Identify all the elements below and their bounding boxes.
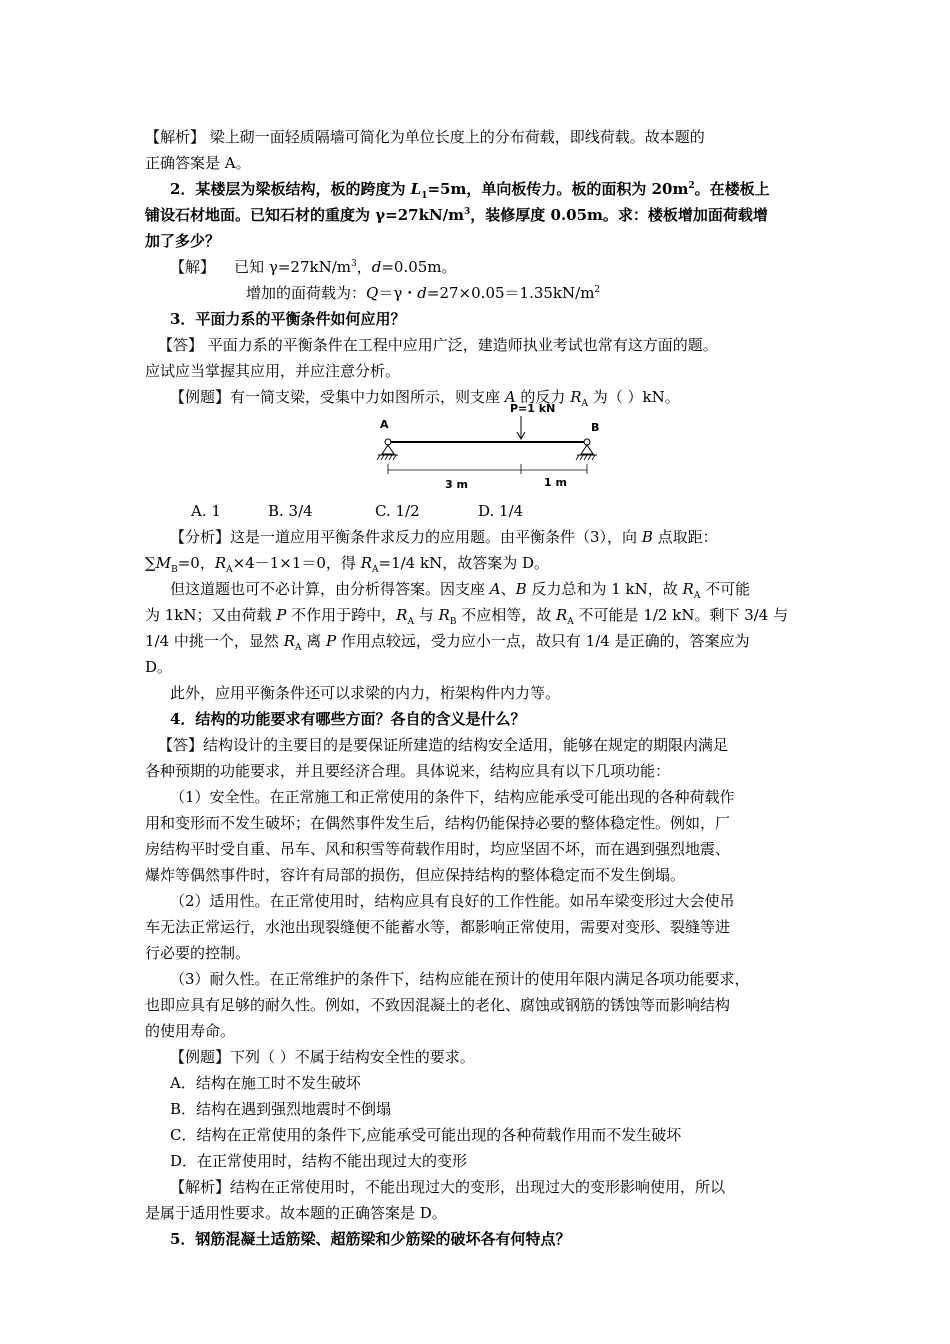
option-a: A. 1 [191,502,221,520]
support-b [581,445,593,454]
answer-3-line-2: 应试应当掌握其应用，并应注意分析。 [145,362,401,380]
question-4-title: 4．结构的功能要求有哪些方面？各自的含义是什么？ [170,710,526,728]
option-d: D. 1/4 [478,502,524,520]
option-c: C. 1/2 [375,502,420,520]
support-b-label: B [591,421,600,434]
span-2-label: 1 m [544,476,567,489]
analysis-3-line-6: D。 [145,658,173,676]
beam-diagram [370,400,610,492]
explanation-4-line-2: 是属于适用性要求。故本题的正确答案是 D。 [145,1204,447,1222]
ground-hatch [377,455,595,460]
span-1-label: 3 m [445,478,468,491]
question-2-line-3: 加了多少？ [145,232,221,250]
example-4-option-a: A．结构在施工时不发生破坏 [170,1074,361,1092]
answer-3-line-1: 【答】 平面力系的平衡条件在工程中应用广泛，建造师执业考试也常有这方面的题。 [158,336,718,354]
durability-line-2: 也即应具有足够的耐久性。例如，不致因混凝土的老化、腐蚀或钢筋的锈蚀等而影响结构 [145,996,731,1014]
durability-line-3: 的使用寿命。 [145,1022,236,1040]
durability-line-1: （3）耐久性。在正常维护的条件下，结构应能在预计的使用年限内满足各项功能要求， [170,970,750,988]
support-a [382,445,394,454]
question-5-title: 5．钢筋混凝土适筋梁、超筋梁和少筋梁的破坏各有何特点？ [170,1230,571,1248]
answer-4-line-2: 各种预期的功能要求，并且要经济合理。具体说来，结构应具有以下几项功能： [145,762,671,780]
analysis-3-line-3: 但这道题也可不必计算，由分析得答案。因支座 A、B 反力总和为 1 kN，故 $R_A$ 不可能 [170,580,751,601]
option-b: B. 3/4 [268,502,313,520]
analysis-3-line-1: 【分析】这是一道应用平衡条件求反力的应用题。由平衡条件（3），向 B 点取距： [170,528,718,546]
question-3-title: 3．平面力系的平衡条件如何应用？ [170,310,406,328]
safety-line-4: 爆炸等偶然事件时，容许有局部的损伤，但应保持结构的整体稳定而不发生倒塌。 [145,866,686,884]
analysis-3-line-2: $\sum M_B=0$，$R_A\times 4-1\times 1=0$，得 $R_A=1/4$ kN，故答案为 D。 [145,554,550,575]
usability-line-2: 车无法正常运行，水池出现裂缝便不能蓄水等，都影响正常使用，需要对变形、裂缝等进 [145,918,731,936]
analysis-3-line-7: 此外，应用平衡条件还可以求梁的内力，桁架构件内力等。 [170,684,561,702]
example-3: 【例题】有一简支梁，受集中力如图所示，则支座 A 的反力 $R_A$ 为（ ）kN。 [170,388,680,409]
example-4-option-c: C．结构在正常使用的条件下,应能承受可能出现的各种荷载作用而不发生破坏 [170,1126,682,1144]
solution-known: 【解】 已知 $\gamma=27kN/m^3$，d=0.05m。 [170,258,457,276]
safety-line-1: （1）安全性。在正常施工和正常使用的条件下，结构应能承受可能出现的各种荷载作 [170,788,735,806]
safety-line-2: 用和变形而不发生破坏；在偶然事件发生后，结构仍能保持必要的整体稳定性。例如，厂 [145,814,731,832]
explanation-4-line-1: 【解析】结构在正常使用时，不能出现过大的变形，出现过大的变形影响使用，所以 [170,1178,726,1196]
analysis-3-line-5: 1/4 中挑一个，显然 $R_A$ 离 P 作用点较远，受力应小一点，故只有 1/4 是正确的，答案应为 [145,632,750,653]
analysis-line-2: 正确答案是 A。 [145,154,251,172]
example-4: 【例题】下列（ ）不属于结构安全性的要求。 [170,1048,475,1066]
load-label: P=1 kN [510,402,556,415]
analysis-line-1: 【解析】 梁上砌一面轻质隔墙可简化为单位长度上的分布荷载，即线荷载。故本题的 [145,128,705,146]
answer-4-line-1: 【答】结构设计的主要目的是要保证所建造的结构安全适用，能够在规定的期限内满足 [158,736,729,754]
usability-line-1: （2）适用性。在正常使用时，结构应具有良好的工作性能。如吊车梁变形过大会使吊 [170,892,735,910]
question-2-line-1: 2．某楼层为梁板结构，板的跨度为 $L_1=5m$，单向板传力。板的面积为 $20m^2$。在楼板上 [170,180,770,201]
usability-line-3: 行必要的控制。 [145,944,251,962]
solution-result: 增加的面荷载为：Q＝γ・$d=27\times 0.05=1.35kN/m^2$ [246,284,601,302]
support-a-label: A [380,418,389,431]
question-2-line-2: 铺设石材地面。已知石材的重度为 $\gamma=27kN/m^3$，装修厚度 0.05m。求：楼板增加面荷载增 [145,206,768,224]
example-4-option-b: B．结构在遇到强烈地震时不倒塌 [170,1100,392,1118]
analysis-3-line-4: 为 1kN；又由荷载 P 不作用于跨中，$R_A$ 与 $R_B$ 不应相等，故 $R_A$ 不可能是 1/2 kN。剩下 3/4 与 [145,606,789,627]
safety-line-3: 房结构平时受自重、吊车、风和积雪等荷载作用时，均应坚固不坏，而在遇到强烈地震、 [145,840,731,858]
example-4-option-d: D．在正常使用时，结构不能出现过大的变形 [170,1152,468,1170]
